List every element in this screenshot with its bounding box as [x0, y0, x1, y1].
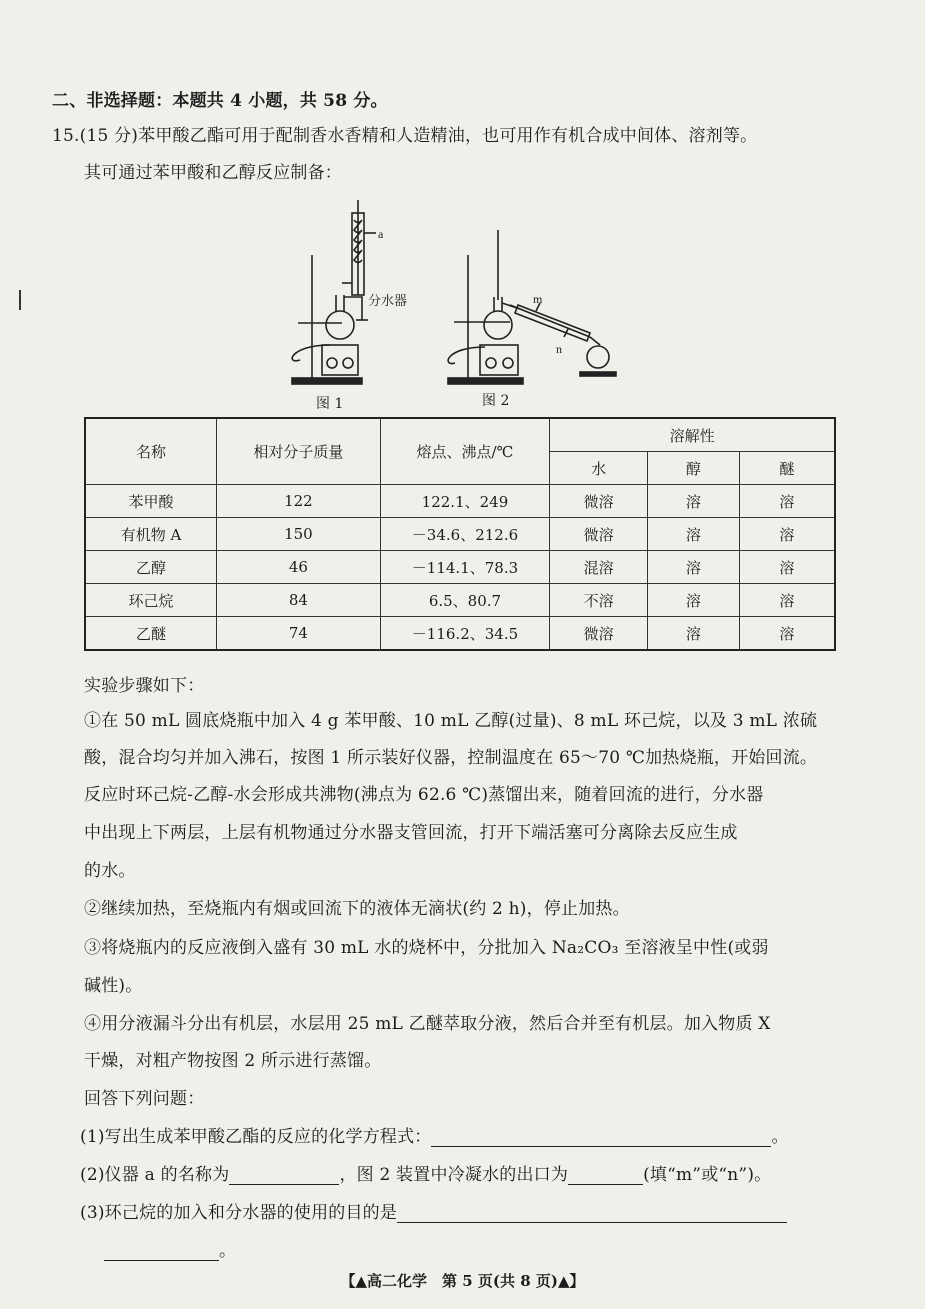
cell-water: 不溶 [550, 584, 648, 617]
label-n: n [556, 342, 562, 356]
table-row [85, 584, 835, 617]
label-a: a [378, 227, 384, 241]
figure-2-apparatus [440, 225, 640, 390]
header-alcohol: 醇 [648, 452, 740, 485]
question-3 [80, 1198, 787, 1223]
header-water: 水 [550, 452, 648, 485]
question-score: (15 分) [79, 126, 139, 146]
steps-title: 实验步骤如下： [84, 676, 205, 696]
question-2 [80, 1160, 771, 1185]
question-intro-line2: 其可通过苯甲酸和乙醇反应制备： [84, 163, 342, 183]
cell-mp-bp: －114.1、78.3 [380, 551, 550, 584]
step1-line4: 中出现上下两层，上层有机物通过分水器支管回流，打开下端活塞可分离除去反应生成 [84, 823, 738, 843]
table-row [85, 518, 835, 551]
cell-mass: 122 [217, 485, 381, 518]
cell-name: 有机物 A [85, 518, 217, 551]
cell-ether: 溶 [739, 518, 835, 551]
question-1-end: 。 [771, 1127, 789, 1147]
step3-line2: 碱性)。 [84, 976, 143, 996]
answer-blank-2a[interactable] [229, 1166, 339, 1185]
question-2-text-c: (填“m”或“n”)。 [643, 1165, 772, 1185]
figure-2-caption: 图 2 [482, 393, 510, 409]
question-number: 15. [52, 126, 80, 146]
cell-name: 苯甲酸 [85, 485, 217, 518]
cell-ether: 溶 [739, 584, 835, 617]
question-3-text: (3)环己烷的加入和分水器的使用的目的是 [80, 1203, 398, 1223]
header-mp-bp: 熔点、沸点/℃ [380, 418, 550, 485]
label-water-separator: 分水器 [368, 294, 408, 309]
cell-ether: 溶 [739, 551, 835, 584]
cell-alcohol: 溶 [648, 518, 740, 551]
cell-mass: 46 [217, 551, 381, 584]
page-footer: 【▲高二化学 第 5 页(共 8 页)▲】 [340, 1272, 585, 1290]
cell-ether: 溶 [739, 485, 835, 518]
cell-alcohol: 溶 [648, 617, 740, 651]
question-3-continued [104, 1236, 236, 1261]
cell-water: 微溶 [550, 485, 648, 518]
figure-1-caption: 图 1 [316, 396, 344, 412]
answer-blank-3a[interactable] [397, 1204, 787, 1223]
margin-mark [19, 290, 21, 310]
cell-ether: 溶 [739, 617, 835, 651]
cell-mass: 74 [217, 617, 381, 651]
cell-water: 微溶 [550, 617, 648, 651]
label-m: m [533, 292, 543, 306]
cell-mp-bp: 122.1、249 [380, 485, 550, 518]
cell-alcohol: 溶 [648, 584, 740, 617]
table-row [85, 485, 835, 518]
section-heading: 二、非选择题：本题共 4 小题，共 58 分。 [52, 91, 388, 111]
question-1 [80, 1122, 789, 1147]
question-2-text-b: ，图 2 装置中冷凝水的出口为 [339, 1165, 569, 1185]
table-row [85, 617, 835, 651]
step4-line2: 干燥，对粗产物按图 2 所示进行蒸馏。 [84, 1051, 382, 1071]
header-mass: 相对分子质量 [217, 418, 381, 485]
header-ether: 醚 [739, 452, 835, 485]
cell-name: 环己烷 [85, 584, 217, 617]
cell-name: 乙醚 [85, 617, 217, 651]
question-1-text: (1)写出生成苯甲酸乙酯的反应的化学方程式： [80, 1127, 432, 1147]
cell-mass: 150 [217, 518, 381, 551]
figure-1-apparatus [270, 195, 430, 390]
question-3-end: 。 [219, 1241, 237, 1261]
properties-table [84, 417, 836, 651]
step2: ②继续加热，至烧瓶内有烟或回流下的液体无滴状(约 2 h)，停止加热。 [84, 899, 630, 919]
answer-blank-2b[interactable] [568, 1166, 643, 1185]
cell-water: 混溶 [550, 551, 648, 584]
answer-blank-3b[interactable] [104, 1242, 219, 1261]
cell-mp-bp: －34.6、212.6 [380, 518, 550, 551]
step1-line1: ①在 50 mL 圆底烧瓶中加入 4 g 苯甲酸、10 mL 乙醇(过量)、8 mL 环己烷，以及 3 mL 浓硫 [84, 711, 818, 731]
questions-title: 回答下列问题： [84, 1089, 205, 1109]
cell-mass: 84 [217, 584, 381, 617]
answer-blank-1[interactable] [431, 1128, 771, 1147]
step1-line2: 酸，混合均匀并加入沸石，按图 1 所示装好仪器，控制温度在 65～70 ℃加热烧瓶，开始回流。 [84, 748, 818, 768]
question-intro-text: 苯甲酸乙酯可用于配制香水香精和人造精油，也可用作有机合成中间体、溶剂等。 [138, 126, 758, 146]
cell-alcohol: 溶 [648, 551, 740, 584]
cell-water: 微溶 [550, 518, 648, 551]
cell-alcohol: 溶 [648, 485, 740, 518]
header-name: 名称 [85, 418, 217, 485]
table-row [85, 551, 835, 584]
question-intro-line1 [52, 121, 757, 146]
step3-line1: ③将烧瓶内的反应液倒入盛有 30 mL 水的烧杯中，分批加入 Na₂CO₃ 至溶液呈中性(或弱 [84, 938, 769, 958]
question-2-text-a: (2)仪器 a 的名称为 [80, 1165, 230, 1185]
step4-line1: ④用分液漏斗分出有机层，水层用 25 mL 乙醚萃取分液，然后合并至有机层。加入物质 X [84, 1014, 771, 1034]
cell-mp-bp: －116.2、34.5 [380, 617, 550, 651]
step1-line5: 的水。 [84, 861, 136, 881]
step1-line3: 反应时环己烷-乙醇-水会形成共沸物(沸点为 62.6 ℃)蒸馏出来，随着回流的进行，分水器 [84, 785, 764, 805]
header-solubility: 溶解性 [550, 418, 835, 452]
cell-mp-bp: 6.5、80.7 [380, 584, 550, 617]
cell-name: 乙醇 [85, 551, 217, 584]
